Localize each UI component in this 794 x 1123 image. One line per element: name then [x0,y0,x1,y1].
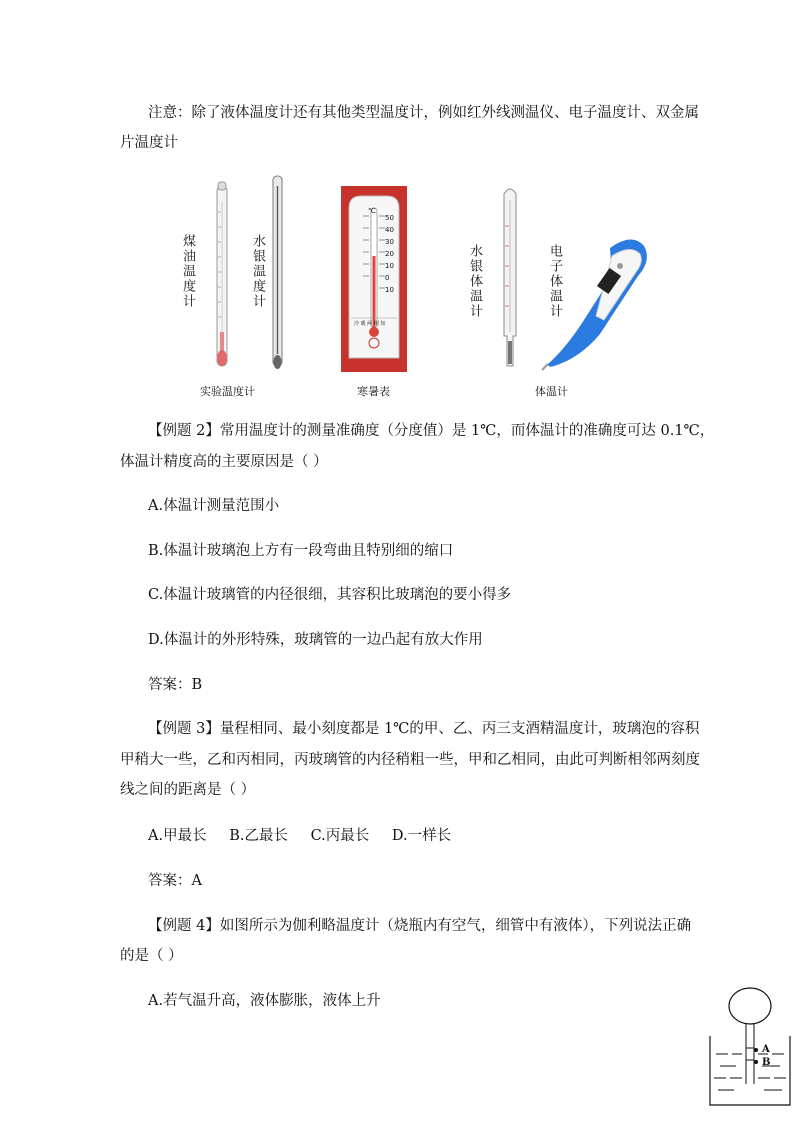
caption-lab-thermometer: 实验温度计 [200,385,255,398]
dial-tick-label: 30 [385,238,394,246]
ex3-stem-line-2: 甲稍大一些，乙和丙相同，丙玻璃管的内径稍粗一些，甲和乙相同，由此可判断相邻两刻度 [120,752,700,768]
dial-tick-label: 40 [385,226,394,234]
dial-tick-label: 10 [385,286,394,294]
ex4-stem-line-2: 的是（ ） [120,948,183,964]
dial-tick-label: 10 [385,262,394,270]
caption-hanshu: 寒暑表 [357,385,390,398]
galileo-thermometer-diagram [706,984,792,1108]
kerosene-thermometer-label: 煤油温度计 [180,234,195,309]
note-line-2: 片温度计 [120,135,178,151]
dial-tick-label: 20 [385,250,394,258]
ex3-answer: 答案：A [148,873,202,889]
ex3-option-b: B.乙最长 [229,828,288,844]
ex3-stem-line-3: 线之间的距离是（ ） [120,782,256,798]
galileo-mark-a: A [762,1044,770,1055]
ex3-option-c: C.丙最长 [310,828,370,844]
mercury-body-thermometer-label: 水银体温计 [467,244,482,319]
ex2-option-a: A.体温计测量范围小 [148,498,280,514]
ex2-option-d: D.体温计的外形特殊，玻璃管的一边凸起有放大作用 [148,632,483,648]
ex2-stem-line-1: 【例题 2】常用温度计的测量准确度（分度值）是 1℃，而体温计的准确度可达 0.1℃， [148,423,715,439]
electronic-thermometer-label: 电子体温计 [547,244,562,319]
ex4-stem-line-1: 【例题 4】如图所示为伽利略温度计（烧瓶内有空气，细管中有液体），下列说法正确 [148,918,692,934]
ex3-option-a: A.甲最长 [148,828,207,844]
ex3-stem-line-1: 【例题 3】量程相同、最小刻度都是 1℃的甲、乙、丙三支酒精温度计，玻璃泡的容积 [148,721,700,737]
dial-brand-text: 冷 暖 两 相 知 [354,321,386,327]
ex2-option-b: B.体温计玻璃泡上方有一段弯曲且特别细的缩口 [148,543,454,559]
dial-scale [385,212,399,296]
dial-unit: ℃ [368,207,376,215]
dial-tick-label: 0 [385,274,390,282]
dial-tick-label: 50 [385,214,394,222]
mercury-thermometer-image [270,176,286,372]
galileo-mark-b: B [762,1057,771,1068]
ex2-option-c: C.体温计玻璃管的内径很细，其容积比玻璃泡的要小得多 [148,587,512,603]
mercury-body-thermometer-image [500,186,520,372]
ex3-options-row [148,826,469,846]
ex2-answer: 答案：B [148,677,203,693]
mercury-thermometer-label: 水银温度计 [250,234,265,309]
caption-body-thermometer: 体温计 [535,385,568,398]
ex4-option-a: A.若气温升高，液体膨胀，液体上升 [148,993,381,1009]
note-line-1: 注意：除了液体温度计还有其他类型温度计，例如红外线测温仪、电子温度计、双金属 [148,105,699,121]
ex2-stem-line-2: 体温计精度高的主要原因是（ ） [120,454,328,470]
ex3-option-d: D.一样长 [391,828,452,844]
kerosene-thermometer-image [212,182,232,372]
